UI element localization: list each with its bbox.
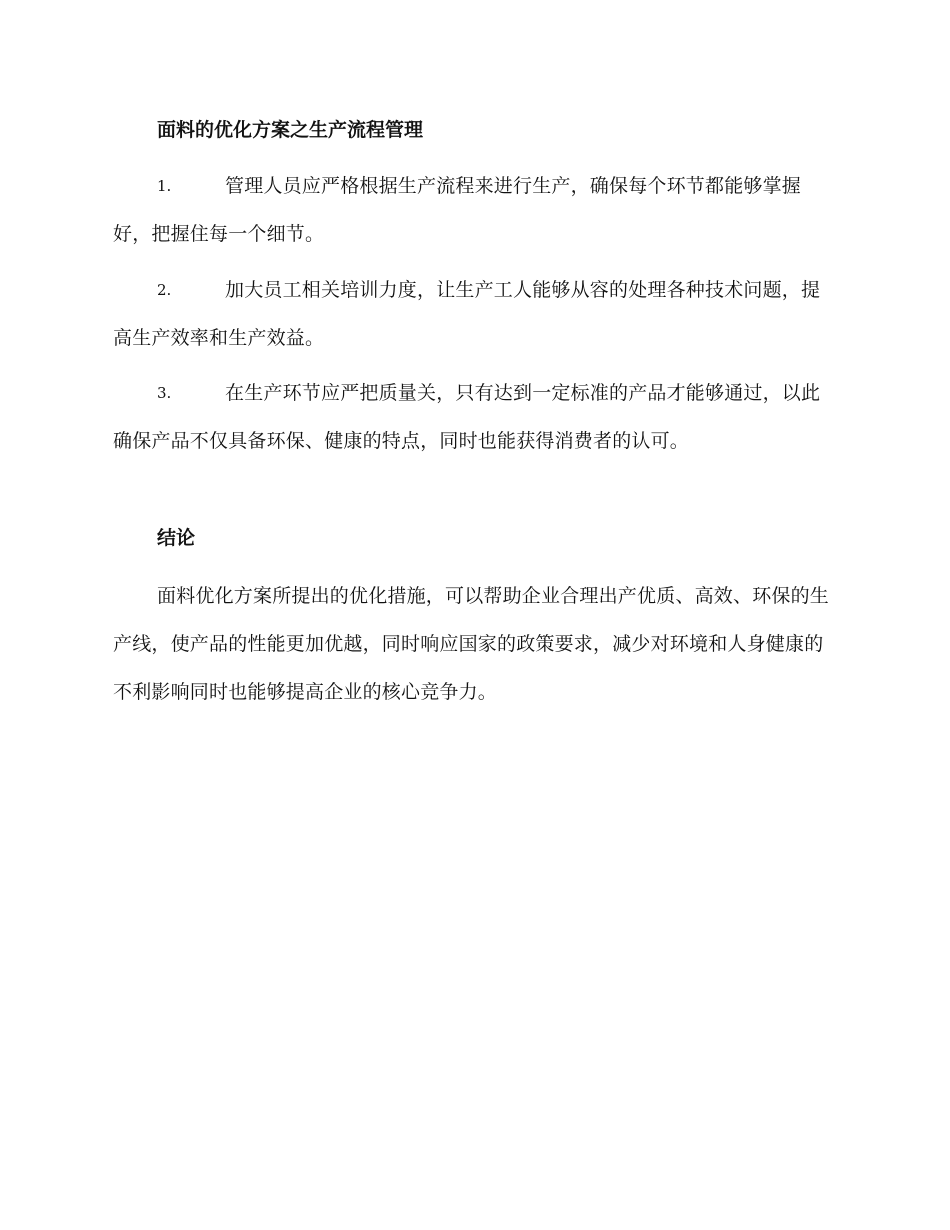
section-heading: 面料的优化方案之生产流程管理 (157, 119, 424, 141)
list-item-text: 在生产环节应严把质量关，只有达到一定标准的产品才能够通过，以此确保产品不仅具备环保、健康的特点，同时也能获得消费者的认可。 (113, 382, 821, 452)
list-item (113, 369, 835, 465)
list-number: 2. (157, 281, 172, 299)
list-item (113, 266, 835, 362)
list-item-text: 加大员工相关培训力度，让生产工人能够从容的处理各种技术问题，提高生产效率和生产效益。 (113, 279, 821, 349)
list-item (113, 162, 835, 258)
list-number: 1. (157, 177, 172, 195)
conclusion-paragraph: 面料优化方案所提出的优化措施，可以帮助企业合理出产优质、高效、环保的生产线，使产品的性能更加优越，同时响应国家的政策要求，减少对环境和人身健康的不利影响同时也能够提高企业的核心竞争力。 (113, 585, 830, 703)
conclusion-heading: 结论 (157, 527, 196, 549)
list-number: 3. (157, 384, 172, 402)
list-item-text: 管理人员应严格根据生产流程来进行生产，确保每个环节都能够掌握好，把握住每一个细节。 (113, 175, 802, 245)
